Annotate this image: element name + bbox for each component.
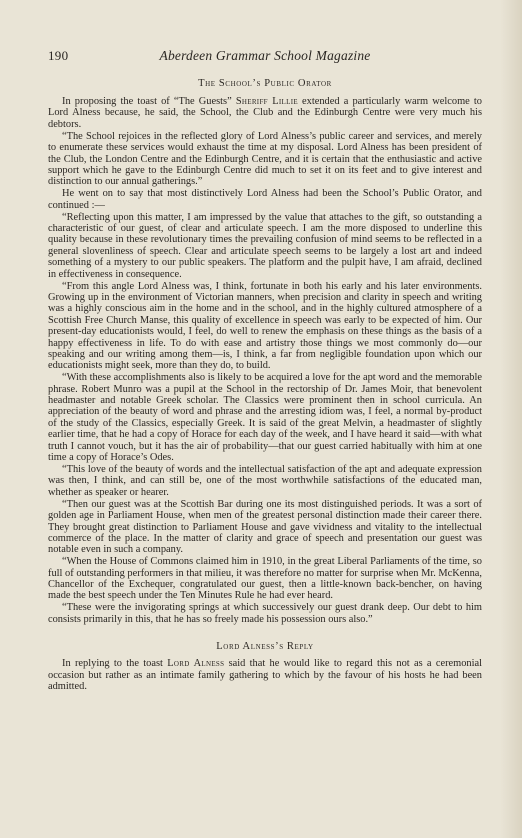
paragraph: “From this angle Lord Alness was, I think, fortunate in both his early and his later environments. Growing up in the environment of Victorian manners, when precision and clarity in speech and writing was a highly conscious aim in the home and in the school, and in the highly cultured atmosphere of a Scottish Free Church Manse, this quality of excellence in speech was early to be expected of him. Our present-day educationists would, I feel, do well to renew the emphasis on these things as the basis of a happy effectiveness in life. To do with ease and artistry those things we most commonly do—our speaking and our writing among them—is, I think, a far from negligible foundation upon which our educationists might seek, more than they do, to build. bbox=[48, 280, 482, 372]
text-span: In proposing the toast of “The Guests” bbox=[62, 96, 236, 107]
paragraph-toast-intro bbox=[48, 96, 482, 130]
paragraph: “Then our guest was at the Scottish Bar during one its most distinguished periods. It was a sort of golden age in Parliament House, when men of the greatest personal distinction made their career there. They brought great distinction to Parliament House and gave vividness and vitality to the intellectual commerce of the place. In the matter of clarity and grace of speech and presentation our guest was notable even in such a company. bbox=[48, 498, 482, 556]
speaker-name: Sheriff Lillie bbox=[235, 96, 298, 107]
running-title: Aberdeen Grammar School Magazine bbox=[159, 48, 371, 63]
paragraph: “These were the invigorating springs at which successively our guest drank deep. Our debt to him consists primarily in this, that he has so freely made his possession ours also.” bbox=[48, 602, 482, 625]
section-heading-lord-alness-reply: Lord Alness’s Reply bbox=[216, 641, 314, 653]
paragraph: “When the House of Commons claimed him in 1910, in the great Liberal Parliaments of the time, so full of outstanding performers in that milieu, it was therefore no matter for surprise when Mr. McKenna, Chancellor of the Exchequer, congratulated our guest, then a little-known back-bencher, on having made the best speech under the Ten Minutes Rule he had ever heard. bbox=[48, 556, 482, 602]
paragraph: “The School rejoices in the reflected glory of Lord Alness’s public career and services, and merely to enumerate these services would exhaust the time at my disposal. Lord Alness has been president of the Club, the London Centre and the Edinburgh Centre, and it is certain that the enthusiastic and active support which he gave to the Edinburgh Centre did much to set it on its feet and to give interest and distinction to our annual gatherings.” bbox=[48, 130, 482, 188]
paragraph: “Reflecting upon this matter, I am impressed by the value that attaches to the gift, so outstanding a characteristic of our guest, of clear and articulate speech. I am the more disposed to underline this quality because in these revolutionary times the prevailing confusion of mind seems to be reflected in a general slovenliness of speech. Clear and articulate speech seems to be largely a lost art and indeed something of a mystery to our public speakers. The platform and the pulpit have, I am afraid, declined in effectiveness in consequence. bbox=[48, 211, 482, 280]
page-number: 190 bbox=[48, 48, 69, 63]
speaker-name: Lord Alness bbox=[167, 658, 225, 670]
paragraph: He went on to say that most distinctively Lord Alness had been the School’s Public Orator, and continued :— bbox=[48, 188, 482, 211]
paragraph: “This love of the beauty of words and the intellectual satisfaction of the apt and adequate expression was then, I think, and can still be, one of the most worthwhile satisfactions of the educated man, whether as speaker or hearer. bbox=[48, 464, 482, 498]
text-span: said that he would like to regard this not as a ceremonial occasion but rather as an intimate family gathering to which by the favour of his hosts he had been admitted. bbox=[48, 658, 483, 692]
text-span: extended a particularly warm welcome to Lord Alness because, he said, the School, the Club and the Edinburgh Centre were very much his debtors. bbox=[48, 96, 482, 130]
page-header bbox=[48, 48, 482, 66]
paragraph-reply-intro bbox=[48, 658, 482, 692]
text-span: In replying to the toast bbox=[62, 658, 168, 670]
section-heading-public-orator: The School’s Public Orator bbox=[198, 78, 332, 89]
page-edge-shading bbox=[500, 0, 522, 838]
paragraph: “With these accomplishments also is likely to be acquired a love for the apt word and the memorable phrase. Robert Munro was a pupil at the School in the rectorship of Dr. James Moir, that benevolent headmaster and notable Greek scholar. The Classics were prominent then in school curricula. An appreciation of the beauty of word and phrase and the arresting idiom was, I feel, a normal by-product of the study of the Classics, especially Greek. It is said of the great Melvin, a headmaster of slightly earlier time, that he had a copy of Horace for each day of the week, and I have heard it said—with what truth I cannot vouch, but it has the air of probability—that our guest carried habitually with him at one time a copy of Horace’s Odes. bbox=[48, 372, 482, 464]
